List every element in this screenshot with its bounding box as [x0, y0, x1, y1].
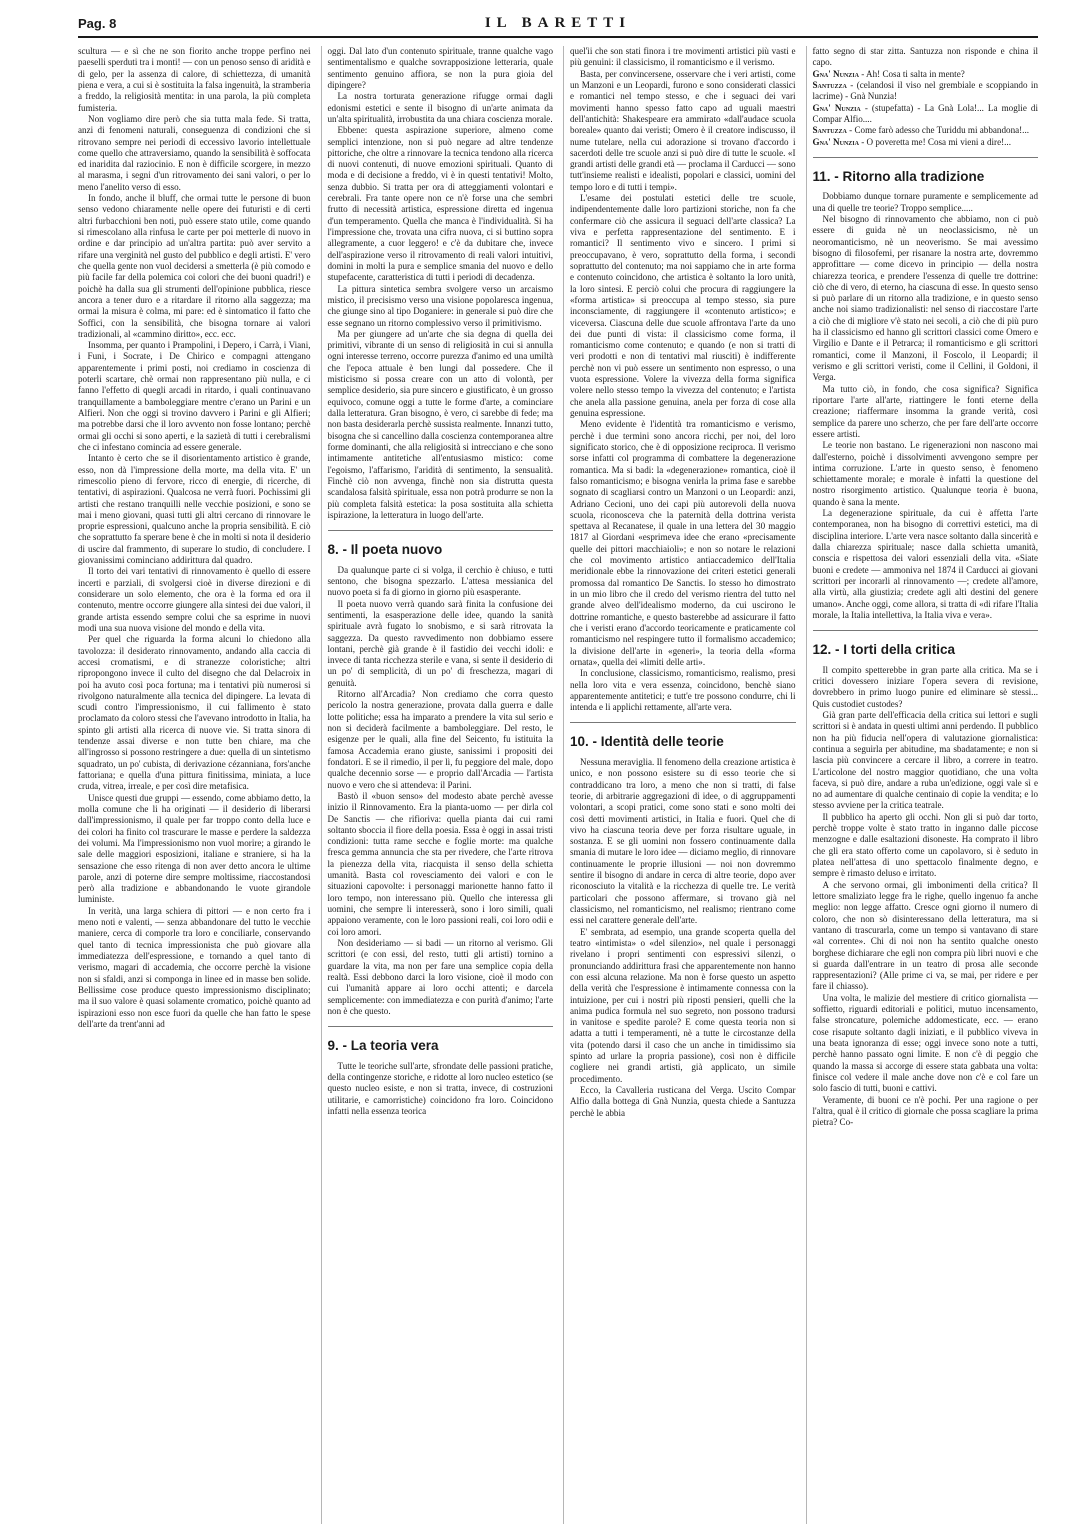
paragraph: Il compito spetterebbe in gran parte alla critica. Ma se i critici dovessero iniziare l'opera severa di revisione, dovrebbero in primo luogo punire ed eliminare sè stessi... Quis custodiet custodes?	[812, 664, 1038, 709]
column-4	[806, 46, 1039, 1524]
paragraph: Ebbene: questa aspirazione superiore, almeno come semplici intenzione, non si può negare ad altre tendenze pittoriche, che oltre a rinnovare la tecnica tendono alla ricerca di nuovi contenuti, di nuove emozioni spirituali. Quanto di moda e di decisione a freddo, vi è in questi tentativi! Molto, senza dubbio. Si tratta per ora di atteggiamenti volontari e cerebrali. Fra tante opere non ce n'è forse una che sembri frutto di necessità artistica, espressione diretta ed ingenua d'un temperamento. Quella che manca è l'individualità. Si ha l'impressione che, trovata una cifra nuova, ci si buttino sopra allegramente, a cuor leggero! e c'è da dubitare che, invece dell'aspirazione verso il ritrovamento di reali valori intuitivi, domini in molti la pura e semplice smania del nuovo e dello stupefacente, caratteristica di tutti i periodi di decadenza.	[327, 125, 553, 283]
section-heading: 10. - Identità delle teorie	[570, 734, 724, 750]
paragraph: Dobbiamo dunque tornare puramente e semplicemente ad una di quelle tre teorie? Troppo semplice.....	[812, 191, 1038, 213]
dialogue-text: - Come farò adesso che Turiddu mi abbandona!...	[846, 125, 1029, 136]
paragraph: Non desideriamo — si badi — un ritorno al verismo. Gli scrittori (e con essi, del resto, tutti gli artisti) tornino a guardare la vita, ma non per fare una semplice copia della realtà. Essi debbono darci la loro visione, cioè il modo con cui l'umanità appare ai loro occhi attenti; e darcela semplicemente: con immediatezza e con purità d'animo; l'arte non è che questo.	[327, 937, 553, 1016]
dialogue-text: - (stupefatta) - La Gnà Lola!... La moglie di Compar Alfio....	[812, 102, 1038, 124]
paragraph: Nessuna meraviglia. Il fenomeno della creazione artistica è unico, e non possono esistere su di esso teorie che si contraddicano tra loro, a meno che non si tratti, di false teorie, di arbitrarie aggregazioni di idee, o di aggruppamenti volontari, a scopi pratici, come sono stati e sono molti dei così detti movimenti artistici, in Italia e fuori. Quel che di vivo ha ciascuna teoria deve per forza risultare uguale, in sostanza. E se gli uomini non fossero continuamente dalla smania di mutare le loro idee — diciamo meglio, di rinnovare continuamente le proprie illusioni — noi non dovremmo sentire il bisogno di andare in cerca di altre teorie, dopo aver riconosciuto la vitalità e la ricchezza di quelle tre. Le verità particolari che possono affermare, si trovano già nel classicismo, nel romanticismo, nel realismo; rientrano come essi nel carattere generale dell'arte.	[570, 756, 796, 926]
section-rule	[813, 630, 1039, 631]
dialogue-line	[813, 125, 1039, 136]
paragraph: Il torto dei vari tentativi di rinnovamento è quello di essere incerti e parziali, di svolgersi cioè in diverse direzioni e di considerare un solo elemento, che ora è la forma ed ora il contenuto, mentre occorre giungere alla sintesi dei due valori, il grande artista essendo sempre colui che sa esprime in nuovi modi una sua nuova visione del mondo e della vita.	[78, 566, 311, 633]
paragraph: Già gran parte dell'efficacia della critica sui lettori e sugli scrittori si è andata in questi ultimi anni perdendo. Il pubblico non ha più fiducia nell'opera di valutazione giornalistica: continua a seguirla per abitudine, ma sbadatamente; e non si lascia più convincere a cercare il libro, a correre in teatro. L'articolone del nostro maggior quotidiano, che una volta faceva, si può dire, andare a ruba un'edizione, oggi vale sì e no ad aumentare di qualche centinaio di copie la vendita; e lo stesso avviene per la critica teatrale.	[812, 709, 1038, 811]
dialogue-speaker: Gna' Nunzia	[812, 136, 859, 147]
paragraph: Meno evidente è l'identità tra romanticismo e verismo, perchè i due termini sono ancora ricchi, per noi, del loro significato storico, che è di opposizione reciproca. Il verismo sorse infatti col programma di combattere la degenerazione romantica. Ma si badi: la «degenerazione» romantica, cioè il falso romanticismo; e bisogna venirla la prima fase e sarebbe sognato di scagliarsi contro un Manzoni o un Leopardi: anzi, Adriano Cecioni, uno dei capi più autorevoli della nuova scuola, riconosceva che la paternità della dottrina verista spettava al Recanatese, il quale in una lettera del 30 maggio 1817 al Giordani «esprimeva idee che erano «precisamente quelle dei pittori macchiaioli»; e non so notare le relazioni che col movimento artistico antiaccademico dell'Italia meridionale ebbe la rinnovazione dei criteri estetici generali promossa dal romantico De Sanctis. Io stesso ho dimostrato in un mio libro che il credo del verismo rientra del tutto nel grande alveo dell'idealismo moderno, da cui uscirono le dottrine romantiche, e questo basterebbe ad assicurare il fatto che i veristi erano d'accordo teoricamente e praticamente col romanticismo nel respingere tutto il formalismo accademico; la divisione dell'arte in «generi», la teoria della «forma ornata», quella dei «limiti delle arti».	[570, 419, 796, 667]
paragraph: Insomma, per quanto i Prampolini, i Depero, i Carrà, i Viani, i Funi, i Socrate, i De Chirico e compagni attengano apparentemente i primi posti, noi crediamo in coscienza di poterli scartare, chè ormai non rappresentano più nulla, e ci fanno l'effetto di quegli arcadi in ritardo, i quali continuavano tranquillamente a bamboleggiare mentre c'erano un Parini e un Alfieri. Non che oggi si trovino davvero i Parini e gli Alfieri; ma potrebbe darsi che il loro avvento non fosse lontano; perchè ormai gli occhi si sono aperti, e la sazietà di tutti i cerebralismi che ci infestano comincia ad essere generale.	[78, 340, 311, 452]
paragraph: quel'ìi che son stati finora i tre movimenti artistici più vasti e più genuini: il classicismo, il romanticismo e il verismo.	[570, 46, 796, 68]
section-rule	[570, 722, 796, 723]
column-3	[563, 46, 796, 1524]
paragraph: Il poeta nuovo verrà quando sarà finita la confusione dei sentimenti, la esasperazione delle idee, quando la sanità spirituale avrà fugato lo snobismo, e si sarà ritrovata la saggezza. Da questo ravvedimento non dobbiamo essere lontani, perchè già grande è il fastidio dei vecchi idoli: e invece di tanta ricchezza sterile e vana, si sente il desiderio di un po' di semplicità, di un po' di freschezza, magari di genuità.	[327, 598, 553, 688]
paragraph: Basta, per convincersene, osservare che i veri artisti, come un Manzoni e un Leopardi, furono e sono considerati classici e romantici nel tempo stesso, e che i seguaci dei vari movimenti hanno spesso fatto capo ad uguali maestri dell'antichità: Shakespeare era ammirato «dall'audace scuola boreale» quanto dai veristi; Omero è il creatore indiscusso, il nume tutelare, nella cui adorazione si trovano d'accordo i sacerdoti delle tre scuole anzi si può dire di tutte le scuole. «I grandi artisti delle grandi età — proclama il Carducci — sono tutt'insieme realisti e idealisti, popolari e classici, uomini del tempo loro e di tutti i tempi».	[570, 68, 796, 192]
paragraph: fatto segno di star zitta. Santuzza non risponde e china il capo.	[812, 46, 1038, 68]
section-heading: 12. - I torti della critica	[812, 642, 956, 658]
paragraph: scultura — e sì che ne son fiorito anche troppe perfino nei paeselli sperduti tra i monti! — con un penoso senso di aridità e di gelo, per la assenza di calore, di schiettezza, di umanità piena e vera, a cui si è sostituita la falsa ingenuità, la stramberia a freddo, la religiosità mentita: in una parola, la più completa fumisteria.	[78, 46, 311, 113]
paragraph: Bastò il «buon senso» del modesto abate perchè avesse inizio il Rinnovamento. Era la pianta-uomo — per dirla col De Sanctis — che rifioriva: quella pianta dai cui rami soltanto sboccia il fiore della poesia. Essa è oggi in assai tristi condizioni: tutta rame secche e foglie morte: ma qualche fresca gemma annuncia che sta per rivedere, che l'arte ritrova la pienezza della vita, riacquista il senso della schietta umanità. Basta col rovesciamento dei valori e con le situazioni capovolte: i personaggi marionette hanno fatto il loro tempo, non interessano più. Quello che interessa gli uomini, che sempre li interesserà, sono i loro simili, quali appaiono veramente, con le loro passioni reali, coi loro odii e coi loro amori.	[327, 790, 553, 937]
paragraph: Non vogliamo dire però che sia tutta mala fede. Si tratta, anzi di fenomeni naturali, conseguenza di condizioni che si ritrovano sempre nei periodi di eccessivo lavorio intellettuale come quello che attraversiamo, quando la sensibilità è soffocata ed inaridita dal raziocinio. E non è difficile scorgere, in mezzo al marasma, i segni d'un ritrovamento dei sani valori, o per lo meno l'anelito verso di esso.	[78, 113, 311, 192]
dialogue-line	[813, 137, 1039, 148]
paragraph: Ma per giungere ad un'arte che sia degna di quella dei primitivi, vibrante di un senso di religiosità in cui si annulla ogni interesse terreno, occorre purezza d'animo ed una umiltà che l'epoca attuale è ben lungi dal possedere. Che il misticismo si possa creare con un atto di volontà, per semplice desiderio, sia pure sincero e giustificato, è un grosso equivoco, comune oggi a tutte le forme d'arte, a cominciare dalla letteratura. Gran bisogno, è vero, ci sarebbe di fede; ma non basta desiderarla perchè sussista realmente. Innanzi tutto, bisogna che si cancellino dalla coscienza contemporanea altre forme dominanti, che alla religiosità si intrecciano e che sono intimamente antitetiche all'entusiasmo mistico: come l'egoismo, l'affarismo, l'aridità di sentimento, la sensualità. Finchè ciò non avvenga, finchè non sia distrutta questa scandalosa falsità spirituale, essa non potrà produrre se non la più completa falsità estetica: la posa sostituita alla schietta ispirazione, la letteratura in luogo dell'arte.	[327, 328, 553, 520]
page-header	[78, 10, 1038, 38]
paragraph: Le teorie non bastano. Le rigenerazioni non nascono mai dall'esterno, poichè i dissolvimenti avvengono sempre per intima corruzione. L'arte in questo senso, è fenomeno schiettamente morale; e morale è infatti la questione del nostro risorgimento artistico. Qualunque teoria è buona, quando è sana la mente.	[812, 440, 1038, 507]
section-rule	[813, 157, 1039, 158]
paragraph: Veramente, di buoni ce n'è pochi. Per una ragione o per l'altra, qual è il critico di giornale che possa scagliare la prima pietra? Co-	[812, 1094, 1038, 1128]
paragraph: L'esame dei postulati estetici delle tre scuole, indipendentemente dalle loro partizioni storiche, non fa che confermare ciò che assicura il seguaci dell'arte classica? La viva e perfetta rappresentazione del sentimento. E i romantici? Il sentimento vivo e sincero. I primi si preoccupavano, è vero, soprattutto della forma, i secondi soprattutto del contenuto; ma noi sappiamo che in arte forma e contenuto coincidono, che artistica è soltanto la loro unità, la loro sintesi. E perciò colui che procura di raggiungere la «forma artistica» si preoccupa al tempo stesso, sia pure inconsciamente, di raggiungere il «contenuto artistico»; e viceversa. Ciascuna delle due scuole affrontava l'arte da uno dei due punti di vista: il classicismo come forma, il romanticismo come contenuto; e quando (e non si tratti di veri prodotti e non di tentativi mal riusciti) è indifferente perchè non vi può essere un sentimento non espresso, o una vuota espressione. Volere la vivezza della forma significa volere nello stesso tempo la vivezza del contenuto; e l'artista che anela alla passione genuina, anela per forza di cose alla genuina espressione.	[570, 193, 796, 418]
paragraph: Da qualunque parte ci si volga, il cerchio è chiuso, e tutti sentono, che bisogna spezzarlo. L'attesa messianica del nuovo poeta si fa di giorno in giorno più esasperante.	[327, 564, 553, 598]
paragraph: Per quel che riguarda la forma alcuni lo chiedono alla tavolozza: il desiderato rinnovamento, andando alla caccia di accesi cromatismi, e di stranezze coloristiche; altri ripropongono invece il culto del disegno che dal Delacroix in poi ha avuto così poca fortuna; ma i tentativi più numerosi si rivolgono naturalmente alla tecnica del dipingere. La levata di scudi contro l'impressionismo, il cui fallimento è stato proclamato da coloro stessi che l'avevano introdotto in Italia, ha spinto gli artisti alla ricerca di nuove vie. Si tratta sinora di tendenze assai diverse e non tutte ben chiare, ma che all'ingrosso si possono restringere a due: quella di un sintetismo squadrato, un po' cubista, di derivazione cézanniana, fors'anche fattoriana; e quella d'una pittura finitissima, miniata, a luce cruda, vitrea, irreale, e per così dire metafisica.	[78, 634, 311, 792]
paragraph: In fondo, anche il bluff, che ormai tutte le persone di buon senso vedono chiaramente nelle opere dei futuristi e di certi altri furbacchioni ben noti, può essere stato utile, come quando si rimescolano alla rinfusa le carte per poi metterle di nuovo in ordine e dar principio ad un'altra partita: può aver servito a rifare una verginità nel gusto del pubblico e degli artisti. E' vero che quella gente non vuol decidersi a smetterla (è più comodo e più facile far della polemica coi colori che dei buoni quadri!) e poichè ha dalla sua gli strumenti dell'opinione pubblica, riesce ancora a tener duro e a ritardare il ritorno alla saggezza; ma ormai la misura è colma, mi pare: ed è sintomatico il fatto che Soffici, con la sensibilità, che bisogna tornare ai valori tradizionali, al «cammino diritto», ecc. ecc.	[78, 193, 311, 339]
paragraph: Ma tutto ciò, in fondo, che cosa significa? Significa riportare l'arte all'arte, riattingere le fonti eterne della creazione; riaffermare insomma la grande verità, così semplice da parere uno scherzo, che per fare dell'arte occorre essere artisti.	[812, 383, 1038, 439]
page-number: Pag. 8	[78, 15, 117, 31]
paragraph: Il pubblico ha aperto gli occhi. Non gli si può dar torto, perchè troppe volte è stato tratto in inganno dalle piccose menzogne e dalle esaltazioni disoneste. Ha comprato il libro che gli era stato offerto come un capolavoro, si è seduto in platea nell'attesa di uno spettacolo finalmente degno, e sempre è rimasto deluso e irritato.	[812, 811, 1038, 879]
dialogue-text: - O poveretta me! Cosa mi vieni a dire!...	[858, 136, 1011, 147]
paragraph: La pittura sintetica sembra svolgere verso un arcaismo mistico, il precisismo verso una visione popolaresca ingenua, che giunge sino al tipo Doganiere: in generale si può dire che esse segnano un ritorno complessivo verso il primitivismo.	[327, 283, 553, 328]
dialogue-line	[813, 69, 1039, 80]
section-heading: 8. - Il poeta nuovo	[327, 542, 443, 558]
dialogue-text: - (celandosi il viso nel grembiale e scoppiando in lacrime) - Gnà Nunzia!	[812, 79, 1038, 102]
dialogue-line	[813, 80, 1039, 103]
paragraph: Una volta, le malizie del mestiere di critico giornalista — soffietto, riguardi editoriali e politici, mutuo incensamento, false stroncature, polemiche addomesticate, ecc. — erano cose risapute soltanto dagli iniziati, e il pubblico viveva in una beata ignoranza di esse; oggi invece sono note a tutti, perchè hanno passato ogni limite. E non c'è di peggio che quando la massa si accorge di essere stata gabbata una volta: finisce col vedere il male anche dove non c'è e col fare un solo fascio di tutti, buoni e cattivi.	[812, 992, 1038, 1094]
paragraph: Ritorno all'Arcadia? Non crediamo che corra questo pericolo la nostra generazione, provata dalla guerra e dalle lotte politiche; essa ha imparato a prendere la vita sul serio e non si deciderà facilmente a bamboleggiare. Del resto, le esigenze per le quali, alla fine del Seicento, fu istituita la famosa Accademia erano giuste, sanissimi i propositi dei fondatori. E se il rimedio, il per lì, fu peggiore del male, dopo qualche decennio sorse — e proprio dall'Arcadia — l'artista nuovo e vero che si attendeva: il Parini.	[327, 689, 553, 790]
paragraph: Nel bisogno di rinnovamento che abbiamo, non ci può essere di guida nè un neoclassicismo, nè un neoromanticismo, nè un neoverismo. Se mai avessimo bisogno di filosofemi, per risanare la nostra arte, dovremmo approfittare — come dicevo in principio — della nostra chiarezza teorica, e prendere l'essenza di quelle tre dottrine: ciò che di vero, di eterno, ha ciascuna di esse. In questo senso si può parlare di un ritorno alla tradizione, e in questo senso anche noi siamo tradizionalisti: nel senso di riaccostare l'arte a ciò che di migliore v'è stato nei secoli, a ciò che di più puro ha il classicismo ed hanno gli scrittori classici come Omero e Virgilio e Dante e il Petrarca; il romanticismo e gli scrittori romantici, come il Manzoni, il Foscolo, il Leopardi; il verismo e gli scrittori veristi, come il Cellini, il Goldoni, il Verga.	[812, 213, 1038, 383]
paragraph: La nostra torturata generazione rifugge ormai dagli edonismi estetici e sente il bisogno di un'arte animata da un'alta spiritualità, irrobustita da una chiara coscienza morale.	[327, 91, 553, 124]
paragraph: In verità, una larga schiera di pittori — e non certo fra i meno noti e valenti, — senza abbandonare del tutto le vecchie maniere, cerca di comporle tra loro e conciliarle, conservando quel tanto di tecnica impressionista che può giovare alla immediatezza dell'espressione, e tornando a quel tanto di verismo, magari di accademia, che occorre perchè la visione non si sfaldi, anzi si componga in linee ed in masse ben solide. Bellissime cose produce questo impressionismo disciplinato; ma il suo valore è quasi solamente cromatico, poichè quanto ad ispirazioni esso non esce fuori da quelle che han fatto le spese dell'arte da trent'anni ad	[78, 905, 311, 1029]
article-columns	[78, 46, 1038, 1524]
paragraph: A che servono ormai, gli imbonimenti della critica? Il lettore smaliziato legge fra le righe, quello ingenuo fa anche meglio: non legge affatto. Cresce ogni giorno il numero di coloro, che non sò disinteressano della letteratura, ma si vantano di trascurarla, come un tempo si vantavano di stare «al corrente». Chi di noi non ha sentito qualche onesto borghese dichiarare che egli non compra più libri nuovi e che si guarda dall'entrare in un teatro di prosa alle seconde rappresentazioni? (Alle prime ci va, se mai, per ridere e per fare il chiasso).	[812, 879, 1038, 992]
column-1	[78, 46, 311, 1524]
dialogue-speaker: Gna' Nunzia	[812, 68, 859, 79]
section-rule	[328, 530, 554, 531]
paragraph: oggi. Dal lato d'un contenuto spirituale, tranne qualche vago sentimentalismo e qualche sovrapposizione letteraria, quale sentimento genuino affiora, se non la pura gioia del dipingere?	[327, 46, 553, 90]
paragraph: In conclusione, classicismo, romanticismo, realismo, presi nella loro vita e vera essenza, coincidono, benchè siano apparentemente antitetici; e tutt'e tre possono condurre, chi li intenda e li applichi rettamente, all'arte vera.	[570, 668, 796, 713]
paragraph: Tutte le teoriche sull'arte, sfrondate delle passioni pratiche, della contingenze storiche, e ridotte al loro nucleo estetico (se questo nucleo esiste, e non si tratta, invece, di costruzioni utilitarie, e camorristiche) coincidono fra loro. Coincidono infatti nella essenza teorica	[327, 1060, 553, 1116]
section-rule	[328, 1026, 554, 1027]
dialogue-speaker: Gna' Nunzia	[812, 102, 861, 113]
section-heading: 11. - Ritorno alla tradizione	[812, 168, 985, 184]
paragraph: E' sembrata, ad esempio, una grande scoperta quella del teatro «intimista» o «del silenzio», nel quale i personaggi rivelano i propri sentimenti con espressivi silenzi, o pronunciando addirittura frasi che apparentemente non hanno con essi alcuna relazione. Ma non è forse questo un aspetto della verità che l'espressione è intimamente connessa con la intuizione, per cui i nostri più riposti pensieri, quelli che la anima pudica formula nel suo segreto, non possono tradursi in vanitose e spedite parole? E come questa teoria non si adatta a tutti i temperamenti, nè a tutte le circostanze della vita (potendo darsi il caso che un anche in timidissimo sia spinto ad urlare la propria passione), così non è difficile cogliere nei grandi artisti, già applicato, un simile procedimento.	[570, 926, 796, 1084]
paragraph: Ecco, la Cavalleria rusticana del Verga. Uscito Compar Alfio dalla bottega di Gnà Nunzia, questa chiede a Santuzza perchè le abbia	[570, 1085, 796, 1118]
column-2	[321, 46, 554, 1524]
dialogue-speaker: Santuzza	[812, 79, 847, 90]
dialogue-speaker: Santuzza	[812, 125, 847, 136]
paragraph: Unisce questi due gruppi — essendo, come abbiamo detto, la molla comune che li ha originati — il desiderio di liberarsi dall'impressionismo, il quale per far troppo conto della luce e dei colori ha finito col trascurare le masse e perdere la saldezza dei volumi. Ma l'impressionismo non vuol morire; a girando le sale delle maggiori esposizioni, italiane e straniere, si ha la sensazione che esso ritenga di non aver detto ancora le ultime parole, anzi di poterne dire sempre moltissime, riaccostandosi però alla tradizione e abbandonando le vuote girandole luministe.	[78, 792, 311, 905]
paragraph: Intanto è certo che se il disorientamento artistico è grande, esso, non dà l'impressione della morte, ma della vita. E' un rimescolio pieno di fervore, ricco di energie, di ricerche, di tentativi, di aspirazioni. Qualcosa ne verrà fuori. Pochissimi gli artisti che restano tranquilli nelle vecchie posizioni, e sono se mai i meno giovani, quasi tutti gli altri cercano di rinnovare le proprie espressioni, qualcuno anche la propria sensibilità. E ciò che soprattutto fa sperare bene è che in molti si nota il desiderio di uscire dal frammento, di superare lo studio, di concludere. I giovanissimi cominciano addirittura dal quadro.	[78, 453, 311, 566]
paragraph: La degenerazione spirituale, da cui è affetta l'arte contemporanea, non ha bisogno di correttivi estetici, ma di disciplina interiore. L'arte vera nasce soltanto dalla sincerità e dalla chiarezza spirituale; nasce dalla schietta umanità, conscia e rispettosa dei valori essenziali della vita. «Siate buoni e credete — ammoniva nel 1874 il Carducci ai giovani scrittori per incorarli al rinnovamento —; credete all'amore, alla virtù, alla giustizia; credete agli alti destini del genere umano». Anche oggi, come allora, si tratta di «di rifare l'Italia morale, la Italia intellettiva, la Italia viva e vera».	[812, 508, 1038, 620]
section-heading: 9. - La teoria vera	[327, 1038, 439, 1054]
masthead-title: IL BARETTI	[484, 14, 632, 31]
dialogue-text: - Ah! Cosa ti salta in mente?	[858, 68, 965, 79]
dialogue-line	[813, 103, 1039, 126]
